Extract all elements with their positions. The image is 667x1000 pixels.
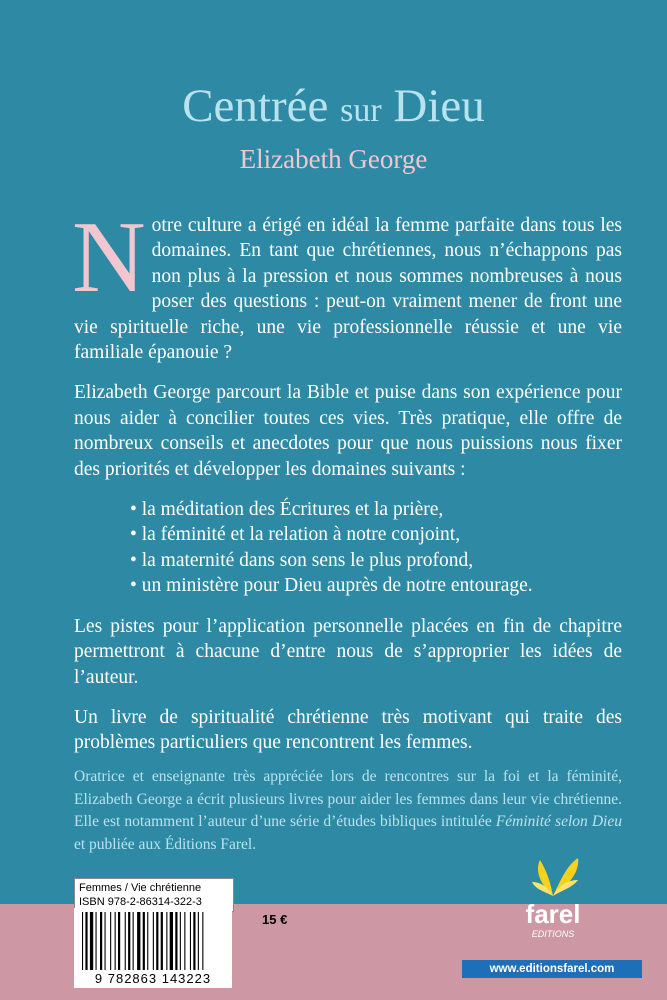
barcode-bar <box>105 912 106 970</box>
barcode-bar <box>85 912 87 970</box>
barcode-bar <box>190 912 191 970</box>
barcode-bars <box>74 908 232 972</box>
barcode-bar <box>156 912 158 970</box>
barcode-bar <box>184 912 185 970</box>
barcode-bar <box>110 912 111 970</box>
blurb-paragraph-3: Les pistes pour l’application personnelle placées en fin de chapitre permettront à chacune d’entre nous de s’approprier les idées de l’auteur. <box>74 615 622 688</box>
bio-text-1: Oratrice et enseignante très appréciée lors de rencontres sur la foi et la féminité, Elizabeth George a écrit plusieurs livres pour aider les femmes dans leur vie chrétienne. Elle est notamment l’auteur d’une série d’études bibliques intitulée <box>74 768 622 830</box>
book-title <box>0 78 667 139</box>
barcode-bar <box>161 912 163 970</box>
author-bio <box>74 766 622 856</box>
blurb-paragraph-2: Elizabeth George parcourt la Bible et puise dans son expérience pour nous aider à concilier toutes ces vies. Très pratique, elle offre de nombreux conseils et anecdotes pour que nous puissions nous fixer des priorités et développer les domaines suivants : <box>74 382 622 480</box>
price: 15 € <box>262 912 288 927</box>
title-word-3: Dieu <box>393 80 485 132</box>
barcode-bar <box>170 912 173 970</box>
barcode-bar <box>82 912 83 970</box>
bullet-item: • la maternité dans son sens le plus profond, <box>130 549 474 571</box>
blurb-paragraph-1-text: otre culture a érigé en idéal la femme parfaite dans tous les domaines. En tant que chrétiennes, nous n’échappons pas non plus à la pression et nous sommes nombreuses à nous poser des questions : peut-on vraiment mener de front une vie spirituelle riche, une vie professionnelle réussie et une vie familiale épanouie ? <box>74 215 622 364</box>
barcode-bar <box>175 912 177 970</box>
barcode-bar <box>153 912 154 970</box>
barcode-bar <box>143 912 145 970</box>
barcode-bar <box>100 912 102 970</box>
bullet-item: • la méditation des Écritures et la prière, <box>130 499 444 521</box>
barcode-bar <box>115 912 116 970</box>
publisher-website[interactable]: www.editionsfarel.com <box>462 960 642 978</box>
category-text: Femmes / Vie chrétienne <box>79 882 202 894</box>
barcode <box>74 908 232 988</box>
barcode-bar <box>128 912 130 970</box>
barcode-bar <box>137 912 140 970</box>
publisher-subtitle: EDITIONS <box>531 929 575 939</box>
barcode-bar <box>198 912 199 970</box>
blurb <box>72 201 622 771</box>
barcode-bar <box>90 912 93 970</box>
barcode-bar <box>147 912 148 970</box>
barcode-number: 9 782863 143223 <box>94 971 212 986</box>
bio-text-2: et publiée aux Éditions Farel. <box>74 835 257 853</box>
bullet-item: • la féminité et la relation à notre conjoint, <box>130 524 461 546</box>
barcode-bar <box>202 912 203 970</box>
barcode-bar <box>96 912 97 970</box>
bullet-list <box>130 497 622 599</box>
barcode-bar <box>118 912 120 970</box>
barcode-bar <box>166 912 167 970</box>
drop-cap: N <box>72 201 146 314</box>
barcode-bar <box>133 912 134 970</box>
isbn-text: ISBN 978-2-86314-322-3 <box>79 896 202 908</box>
barcode-bar <box>125 912 126 970</box>
blurb-paragraph-1 <box>72 201 622 365</box>
author-name: Elizabeth George <box>239 144 428 174</box>
publisher-logo <box>508 852 598 960</box>
publisher-name: farel <box>525 899 581 929</box>
category-label <box>74 878 234 912</box>
title-word-2: sur <box>340 92 382 129</box>
barcode-bar <box>193 912 195 970</box>
blurb-paragraph-4: Un livre de spiritualité chrétienne très motivant qui traite des problèmes particuliers que rencontrent les femmes. <box>74 706 622 754</box>
bullet-item: • un ministère pour Dieu auprès de notre entourage. <box>130 575 533 597</box>
barcode-bar <box>180 912 181 970</box>
bio-series-title: Féminité selon Dieu <box>495 813 622 830</box>
butterfly-icon <box>508 852 598 902</box>
title-word-1: Centrée <box>182 80 329 132</box>
